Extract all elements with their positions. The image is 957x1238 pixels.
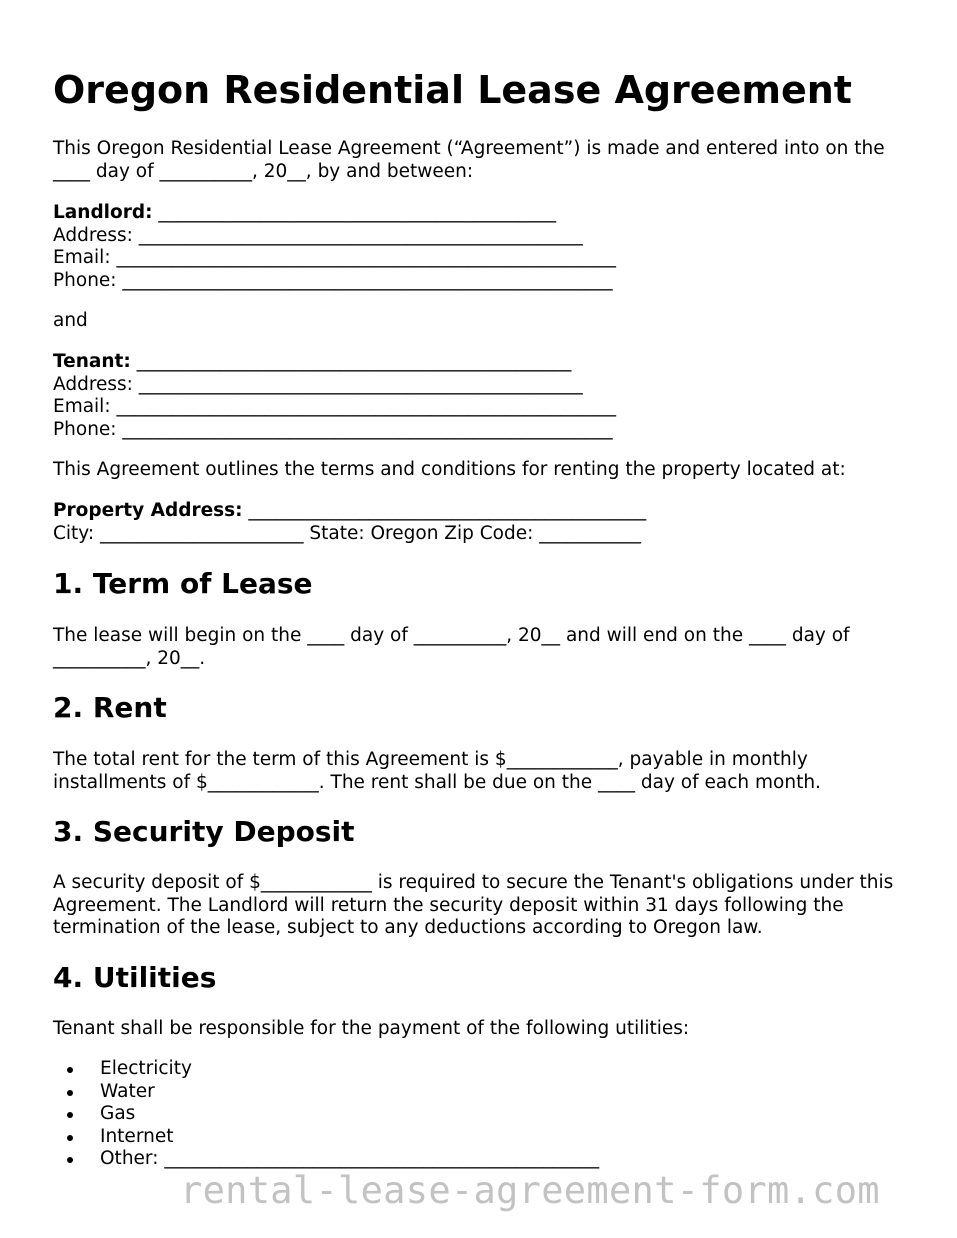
security-deposit-paragraph (53, 872, 913, 940)
paragraph-line: installments of $____________. The rent shall be due on the ____ day of each month. (53, 771, 821, 793)
section-heading-security-deposit: 3. Security Deposit (53, 815, 355, 848)
section-heading-rent: 2. Rent (53, 691, 167, 724)
and-text: and (53, 310, 88, 331)
tenant-name-field[interactable] (53, 351, 913, 374)
property-intro (53, 459, 913, 482)
and-connector (53, 310, 913, 333)
tenant-email-field[interactable]: Email: ______________________________________________________ (53, 396, 616, 417)
paragraph-line: Agreement. The Landlord will return the security deposit within 31 days following the (53, 894, 844, 916)
landlord-name-field[interactable] (53, 202, 913, 225)
landlord-phone-field[interactable]: Phone: _____________________________________________________ (53, 269, 613, 291)
section-heading-term: 1. Term of Lease (53, 567, 313, 600)
section-heading-utilities: 4. Utilities (53, 961, 217, 994)
city-state-zip-field[interactable]: City: ______________________ State: Oregon Zip Code: ___________ (53, 522, 641, 544)
property-address-label: Property Address: (53, 500, 243, 521)
utilities-list (53, 1058, 599, 1171)
watermark: rental-lease-agreement-form.com (180, 1169, 880, 1212)
intro-line: ____ day of __________, 20__, by and between: (53, 160, 474, 182)
intro-paragraph (53, 138, 913, 183)
landlord-email-field[interactable]: Email: ______________________________________________________ (53, 247, 616, 268)
paragraph-line: The total rent for the term of this Agreement is $____________, payable in monthly (53, 749, 808, 770)
paragraph-line: termination of the lease, subject to any deductions according to Oregon law. (53, 917, 763, 938)
property-intro-text: This Agreement outlines the terms and conditions for renting the property located at: (53, 459, 846, 480)
term-paragraph (53, 625, 913, 670)
paragraph-line: __________, 20__. (53, 647, 206, 669)
property-address-blank: ___________________________________________ (242, 500, 647, 521)
intro-line: This Oregon Residential Lease Agreement (“Agreement”) is made and entered into on the (53, 138, 885, 159)
paragraph-line: The lease will begin on the ____ day of __________, 20__ and will end on the ____ day of (53, 625, 850, 646)
tenant-name-blank: _______________________________________________ (130, 351, 572, 372)
list-item: Internet (100, 1126, 599, 1149)
rent-paragraph (53, 749, 913, 794)
landlord-name-blank: ___________________________________________ (152, 202, 557, 223)
document-title: Oregon Residential Lease Agreement (53, 68, 852, 112)
list-item: Gas (100, 1103, 599, 1126)
property-address-field[interactable] (53, 500, 913, 523)
tenant-address-field[interactable]: Address: ________________________________________________ (53, 373, 583, 395)
list-item: Electricity (100, 1058, 599, 1081)
tenant-label: Tenant: (53, 351, 131, 372)
utilities-paragraph (53, 1018, 913, 1041)
paragraph-line: A security deposit of $____________ is required to secure the Tenant's obligations under this (53, 872, 894, 893)
property-info (53, 500, 913, 545)
tenant-info (53, 351, 913, 441)
landlord-label: Landlord: (53, 202, 153, 223)
tenant-phone-field[interactable]: Phone: _____________________________________________________ (53, 418, 613, 440)
landlord-info (53, 202, 913, 292)
list-item-other[interactable]: Other: _______________________________________________ (100, 1148, 600, 1169)
landlord-address-field[interactable]: Address: ________________________________________________ (53, 224, 583, 246)
paragraph-line: Tenant shall be responsible for the payment of the following utilities: (53, 1018, 690, 1039)
list-item: Water (100, 1081, 599, 1104)
